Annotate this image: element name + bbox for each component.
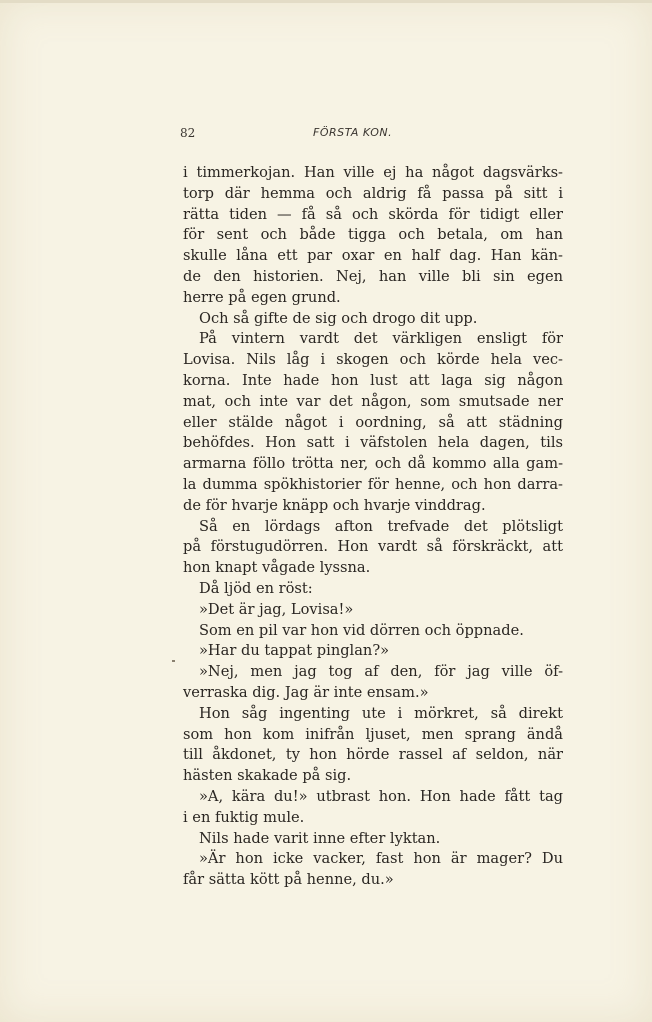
text-line: de för hvarje knäpp och hvarje vinddrag.: [183, 496, 486, 514]
text-line: verraska dig. Jag är inte ensam.»: [183, 683, 429, 701]
text-line: »A, kära du!» utbrast hon. Hon hade fått tag: [199, 787, 563, 805]
text-line: får sätta kött på henne, du.»: [183, 871, 394, 889]
text-line: skulle låna ett par oxar en half dag. Han kän-: [183, 247, 563, 265]
running-head: FÖRSTA KON.: [313, 126, 393, 139]
text-line: på förstugudörren. Hon vardt så förskräckt, att: [183, 538, 563, 556]
text-line: som hon kom inifrån ljuset, men sprang ändå: [183, 725, 563, 743]
text-line: »Har du tappat pinglan?»: [199, 642, 390, 660]
text-line: Så en lördags afton trefvade det plötsligt: [199, 517, 563, 535]
text-line: hon knapt vågade lyssna.: [183, 559, 371, 577]
text-line: i en fuktig mule.: [183, 808, 305, 826]
text-line: hästen skakade på sig.: [183, 767, 352, 785]
text-line: armarna föllo trötta ner, och då kommo alla gam-: [183, 455, 563, 473]
text-line: korna. Inte hade hon lust att laga sig någon: [183, 371, 563, 389]
text-line: Och så gifte de sig och drogo dit upp.: [199, 309, 478, 327]
page-number: 82: [180, 126, 196, 140]
text-line: herre på egen grund.: [183, 288, 341, 306]
text-line: »Är hon icke vacker, fast hon är mager? Du: [199, 850, 563, 868]
page-header: [180, 126, 430, 144]
text-line: Lovisa. Nils låg i skogen och körde hela vec-: [183, 351, 563, 369]
text-line: »Det är jag, Lovisa!»: [199, 600, 354, 618]
text-line: Hon såg ingenting ute i mörkret, så direkt: [199, 704, 563, 722]
body-text: [183, 163, 563, 891]
text-line: Nils hade varit inne efter lyktan.: [199, 829, 441, 847]
text-line: för sent och både tigga och betala, om han: [183, 226, 563, 244]
text-line: torp där hemma och aldrig få passa på sitt i: [183, 184, 563, 202]
margin-mark: [172, 660, 175, 662]
text-line: Som en pil var hon vid dörren och öppnade.: [199, 621, 524, 639]
text-line: På vintern vardt det värkligen ensligt för: [199, 330, 563, 348]
text-line: mat, och inte var det någon, som smutsade ner: [183, 392, 563, 410]
text-line: Då ljöd en röst:: [199, 579, 313, 597]
text-line: till åkdonet, ty hon hörde rassel af seldon, när: [183, 746, 563, 764]
text-line: eller stälde något i oordning, så att städning: [183, 413, 563, 431]
text-line: behöfdes. Hon satt i väfstolen hela dagen, tils: [183, 434, 563, 452]
text-line: rätta tiden — få så och skörda för tidigt eller: [183, 205, 563, 223]
scan-edge: [0, 0, 652, 3]
text-line: la dumma spökhistorier för henne, och hon darra-: [183, 475, 563, 493]
text-line: de den historien. Nej, han ville bli sin egen: [183, 267, 563, 285]
text-line: i timmerkojan. Han ville ej ha något dagsvärks-: [183, 164, 563, 181]
text-line: »Nej, men jag tog af den, för jag ville öf-: [199, 663, 563, 681]
